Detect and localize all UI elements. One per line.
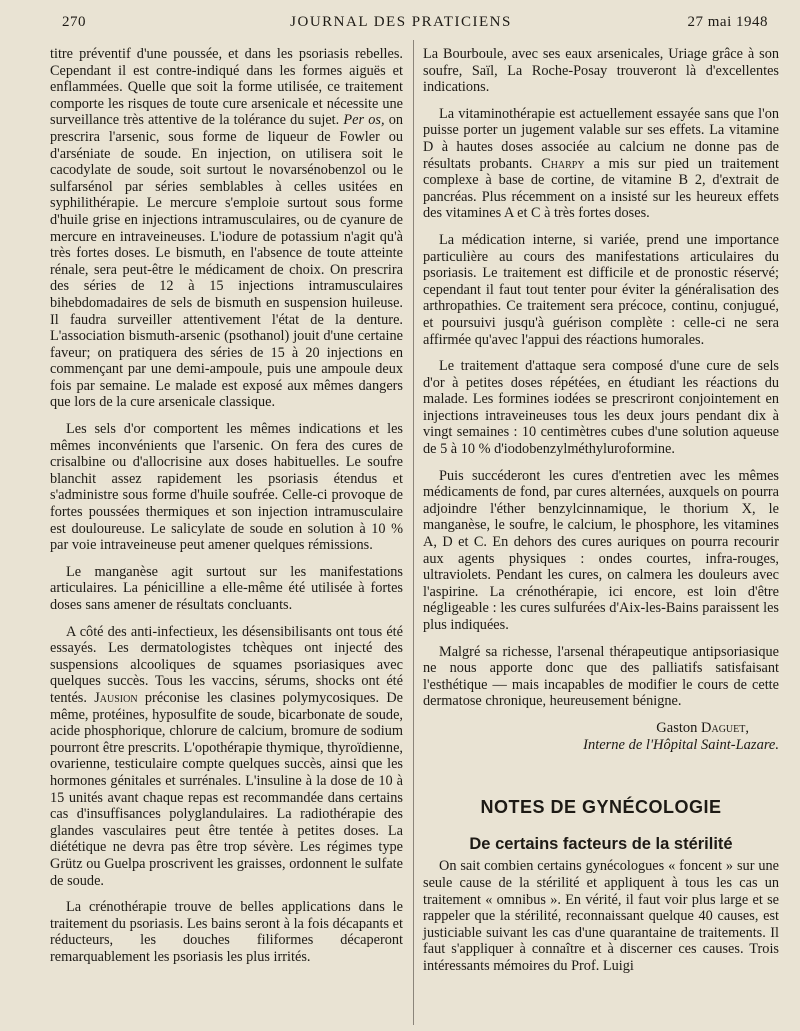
author-signature (423, 720, 779, 753)
paragraph: La Bourboule, avec ses eaux arsenicales, Uriage grâce à son soufre, Saïl, La Roche-Posay trouveront là d'excellentes indications. (423, 46, 779, 96)
section-title: NOTES DE GYNÉCOLOGIE (480, 797, 722, 818)
author-name: Gaston Daguet, (656, 719, 749, 736)
author-role: Interne de l'Hôpital Saint-Lazare. (583, 736, 779, 753)
paragraph: La vitaminothérapie est actuellement essayée sans que l'on puisse porter un jugement valable sur ses effets. La vitamine D à hautes doses associée au calcium ne donne pas de résultats probants. Charpy a mis sur pied un traitement complexe à base de cortine, de vitamine B 2, d'extrait de pancréas. Plus récemment on a insisté sur les heureux effets des vitamines A et C à très fortes doses. (423, 105, 779, 222)
paragraph: titre préventif d'une poussée, et dans les psoriasis rebelles. Cependant il est contre-indiqué dans les formes aiguës et enflammées. Quelle que soit la forme utilisée, ce traitement comporte les risques de toute cure arsenicale et nécessite une surveillance très attentive de la tolérance du sujet. Per os, on prescrira l'arsenic, sous forme de liqueur de Fowler ou d'arséniate de soude. En injection, on utilisera soit le cacodylate de soude, soit surtout le novarsénobenzol ou le sulfarsénol par séries semblables à celles usitées en syphilithérapie. Le mercure s'emploie surtout sous forme d'huile grise en injections intramusculaires, ou de cyanure de mercure en intraveineuses. L'iodure de potassium n'agit qu'à très fortes doses. Le bismuth, en l'absence de toute atteinte rénale, sera peut-être le médicament de choix. On prescrira des séries de 12 à 15 injections intramusculaires bihebdomadaires de sels de bismuth en suspension huileuse. Il faudra surveiller attentivement l'état de la denture. L'association bismuth-arsenic (psothanol) jouit d'une certaine faveur; on pratiquera des séries de 15 à 20 injections en commençant par une demi-ampoule, puis une ampoule deux fois par semaine. Le malade est exposé aux mêmes dangers que lors de la cure arsenicale classique. (50, 46, 404, 411)
article-title: De certains facteurs de la stérilité (469, 834, 733, 853)
paragraph: Puis succéderont les cures d'entretien avec les mêmes médicaments de fond, par cures alternées, auxquels on pourra adjoindre l'éther benzylcinnamique, le thorium X, le manganèse, le soufre, le calcium, le phosphore, les vitamines A, D et C. En dehors des cures auriques on pourra recourir aux agents physiques : ondes courtes, infra-rouges, ultraviolets. Pendant les cures, on calmera les douleurs avec l'aspirine. La crénothérapie, ici encore, est loin d'être négligeable : les cures sulfurées d'Aix-les-Bains paraissent les plus indiquées. (423, 467, 779, 633)
paragraph: La médication interne, si variée, prend une importance particulière au cours des manifestations articulaires du psoriasis. Le traitement est difficile et de pronostic réservé; cependant il faut tout tenter pour éviter la généralisation des arthropathies. Ce traitement sera précoce, continu, conjugué, et poursuivi jusqu'à guérison complète : celle-ci ne sera affirmée qu'avec l'appui des réactions humorales. (423, 231, 779, 348)
issue-date: 27 mai 1948 (687, 14, 768, 30)
paragraph: A côté des anti-infectieux, les désensibilisants ont tous été essayés. Les dermatologistes tchèques ont injecté des suspensions alcooliques de squames psoriasiques avec quelques succès. Tous les vaccins, sérums, shocks ont été tentés. Jausion préconise les clasines polymycosiques. De même, protéines, hyposulfite de soude, bicarbonate de soude, acide phosphorique, chlorure de calcium, bromure de sodium pourront être prescrits. L'opothérapie thymique, thyroïdienne, ovarienne, testiculaire compte quelques succès, ainsi que les hormones génitales et surrénales. L'insuline à la dose de 10 à 15 unités avant chaque repas est recommandée dans certains cas d'insuffisances polyglandulaires. La radiothérapie des glandes vasculaires peut être tentée à petites doses. La diététique ne devra pas être trop sévère. Les régimes type Grütz ou Guelpa proscrivent les graisses, ordonnent le sulfate de soude. (50, 623, 404, 889)
column-divider (413, 40, 414, 1025)
paragraph: On sait combien certains gynécologues « foncent » sur une seule cause de la stérilité et appliquent à tous les cas un traitement « omnibus ». En vérité, il faut voir plus large et se rappeler que la stérilité, reconnaissant quelque 40 causes, est justiciable suivant les cas d'une quarantaine de traitements. Il faut s'appliquer à connaître et à discerner ces causes. Trois intéressants mémoires du Prof. Luigi (423, 858, 779, 974)
paragraph: Les sels d'or comportent les mêmes indications et les mêmes inconvénients que l'arsenic. On fera des cures de crisalbine ou d'allocrisine aux doses habituelles. Le soufre blanchit assez rapidement les psoriasis étendus et s'administre sous forme d'huile soufrée. Celle-ci provoque de fortes poussées thermiques et son injection intramusculaire est douloureuse. Le salicylate de soude en solution à 10 % par voie intraveineuse peut amener quelques rémissions. (50, 421, 403, 554)
paragraph: La crénothérapie trouve de belles applications dans le traitement du psoriasis. Les bains seront à la fois décapants et réducteurs, les douches filiformes décaperont remarquablement les psoriasis les plus irrités. (50, 899, 403, 965)
page-header (34, 12, 768, 36)
paragraph: Le traitement d'attaque sera composé d'une cure de sels d'or à petites doses répétées, en étudiant les réactions du malade. Les formines iodées se prescriront conjointement en injections intraveineuses tous les deux jours pendant dix à vingt semaines : 10 centimètres cubes d'une solution aqueuse de 5 à 10 % d'iodobenzylméthyluroformine. (423, 358, 779, 458)
left-column (50, 46, 403, 975)
page-number: 270 (62, 14, 86, 30)
journal-title: JOURNAL DES PRATICIENS (290, 14, 512, 30)
paragraph: Le manganèse agit surtout sur les manifestations articulaires. La pénicilline a elle-même été utilisée à fortes doses sans amener de résultats concluants. (50, 563, 403, 613)
right-column (423, 46, 779, 985)
paragraph: Malgré sa richesse, l'arsenal thérapeutique antipsoriasique ne nous apporte donc que des palliatifs satisfaisant l'esthétique — mais incapables de modifier le cours de cette dermatose chronique, heureusement bénigne. (423, 643, 779, 710)
